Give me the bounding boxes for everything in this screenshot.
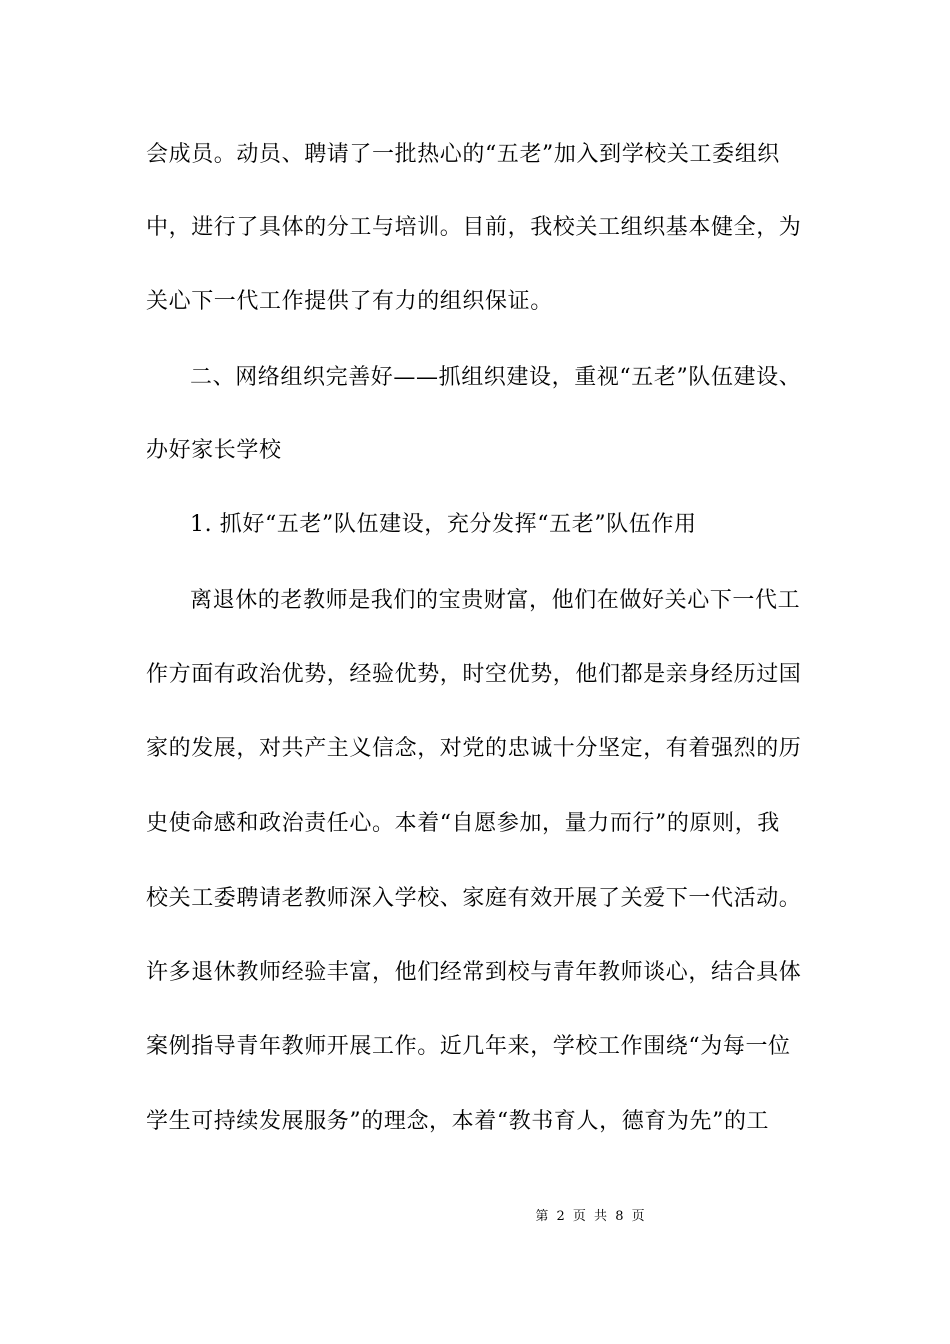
text-line-10: 史使命感和政治责任心。本着“自愿参加，量力而行”的原则，我 — [146, 811, 780, 836]
text-line-2: 中，进行了具体的分工与培训。目前，我校关工组织基本健全，为 — [146, 215, 802, 240]
page-number-footer: 第 2 页 共 8 页 — [535, 1209, 647, 1224]
text-line-8: 作方面有政治优势，经验优势，时空优势，他们都是亲身经历过国 — [146, 662, 802, 687]
text-line-3: 关心下一代工作提供了有力的组织保证。 — [146, 289, 553, 314]
text-line-12: 许多退休教师经验丰富，他们经常到校与青年教师谈心，结合具体 — [146, 960, 802, 985]
section-heading-line-2: 办好家长学校 — [146, 438, 282, 463]
section-heading-line-1: 二、网络组织完善好——抓组织建设，重视“五老”队伍建设、 — [190, 365, 802, 390]
text-line-13: 案例指导青年教师开展工作。近几年来，学校工作围绕“为每一位 — [146, 1034, 791, 1059]
text-line-1: 会成员。动员、聘请了一批热心的“五老”加入到学校关工委组织 — [146, 142, 780, 167]
subsection-heading: 1. 抓好“五老”队伍建设，充分发挥“五老”队伍作用 — [190, 512, 697, 537]
text-line-14: 学生可持续发展服务”的理念，本着“教书育人，德育为先”的工 — [146, 1109, 770, 1134]
text-line-11: 校关工委聘请老教师深入学校、家庭有效开展了关爱下一代活动。 — [146, 886, 802, 911]
text-line-9: 家的发展，对共产主义信念，对党的忠诚十分坚定，有着强烈的历 — [146, 736, 802, 761]
text-line-7: 离退休的老教师是我们的宝贵财富，他们在做好关心下一代工 — [190, 588, 801, 613]
